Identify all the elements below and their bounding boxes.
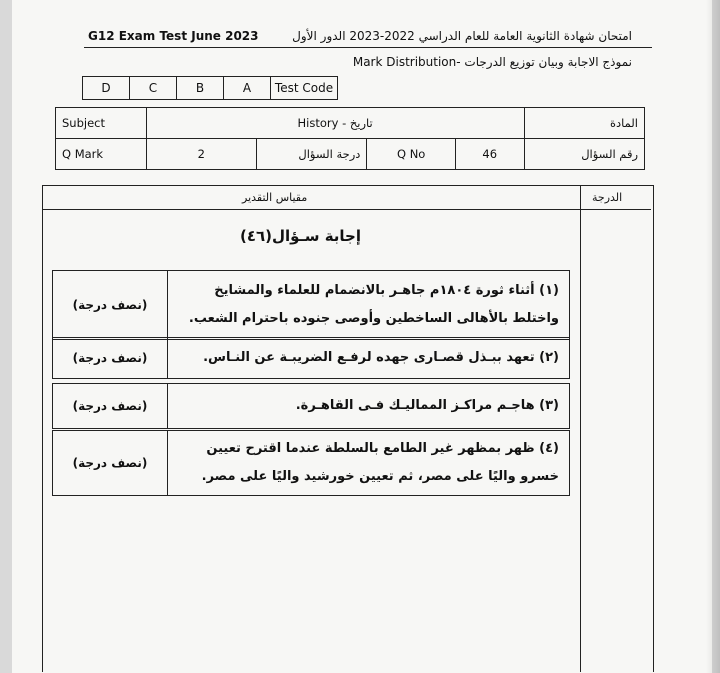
- answer-grade-3: (نصف درجة): [53, 384, 168, 429]
- test-code-table: [82, 76, 338, 100]
- qno-label-en: Q No: [367, 139, 456, 170]
- exam-title-en: G12 Exam Test June 2023: [88, 29, 259, 43]
- qno-value: 46: [455, 139, 524, 170]
- answer-text-3: (٣) هاجـم مراكـز المماليـك فـى القاهـرة.: [168, 384, 570, 429]
- answer-text-4: (٤) ظهر بمظهر غير الطامع بالسلطة عندما اقترح تعيين خسرو واليًا على مصر، ثم تعيين خورشيد واليًا على مصر.: [168, 431, 570, 496]
- qmark-label-ar: درجة السؤال: [256, 139, 366, 170]
- qmark-label-en: Q Mark: [56, 139, 147, 170]
- question-info-table: [55, 107, 645, 170]
- mark-distribution-title: نموذج الاجابة وبيان توزيع الدرجات -Mark Distribution: [352, 55, 632, 69]
- answer-grade-2: (نصف درجة): [53, 338, 168, 379]
- qno-label-ar: رقم السؤال: [524, 139, 644, 170]
- code-option-a: A: [224, 77, 271, 100]
- test-code-label: Test Code: [271, 77, 338, 100]
- answer-item-3: [52, 383, 570, 429]
- exam-page: [12, 0, 712, 673]
- exam-title-ar: امتحان شهادة الثانوية العامة للعام الدراسي 2022-2023 الدور الأول: [292, 29, 632, 43]
- subject-label-en: Subject: [56, 108, 147, 139]
- answer-text-2: (٢) تعهد ببـذل قصـارى جهده لرفـع الضريبـة عن النـاس.: [168, 338, 570, 379]
- header-divider: [84, 47, 652, 48]
- grade-column-label: الدرجة: [592, 191, 623, 204]
- qmark-value: 2: [146, 139, 256, 170]
- answer-item-2: [52, 337, 570, 379]
- answer-grade-4: (نصف درجة): [53, 431, 168, 496]
- answer-item-1: [52, 270, 570, 340]
- answer-item-4: [52, 430, 570, 496]
- answer-grade-1: (نصف درجة): [53, 271, 168, 340]
- answer-text-1: (١) أثناء ثورة ١٨٠٤م جاهـر بالانضمام للعلماء والمشايخ واختلط بالأهالى الساخطين وأوصى جنوده باحترام الشعب.: [168, 271, 570, 340]
- answer-title: إجابة سـؤال(٤٦): [240, 227, 362, 245]
- scale-label: مقياس التقدير: [242, 191, 308, 204]
- code-option-c: C: [130, 77, 177, 100]
- subject-label-ar: المادة: [524, 108, 644, 139]
- code-option-d: D: [83, 77, 130, 100]
- subject-value: History - تاريخ: [146, 108, 524, 139]
- code-option-b: B: [177, 77, 224, 100]
